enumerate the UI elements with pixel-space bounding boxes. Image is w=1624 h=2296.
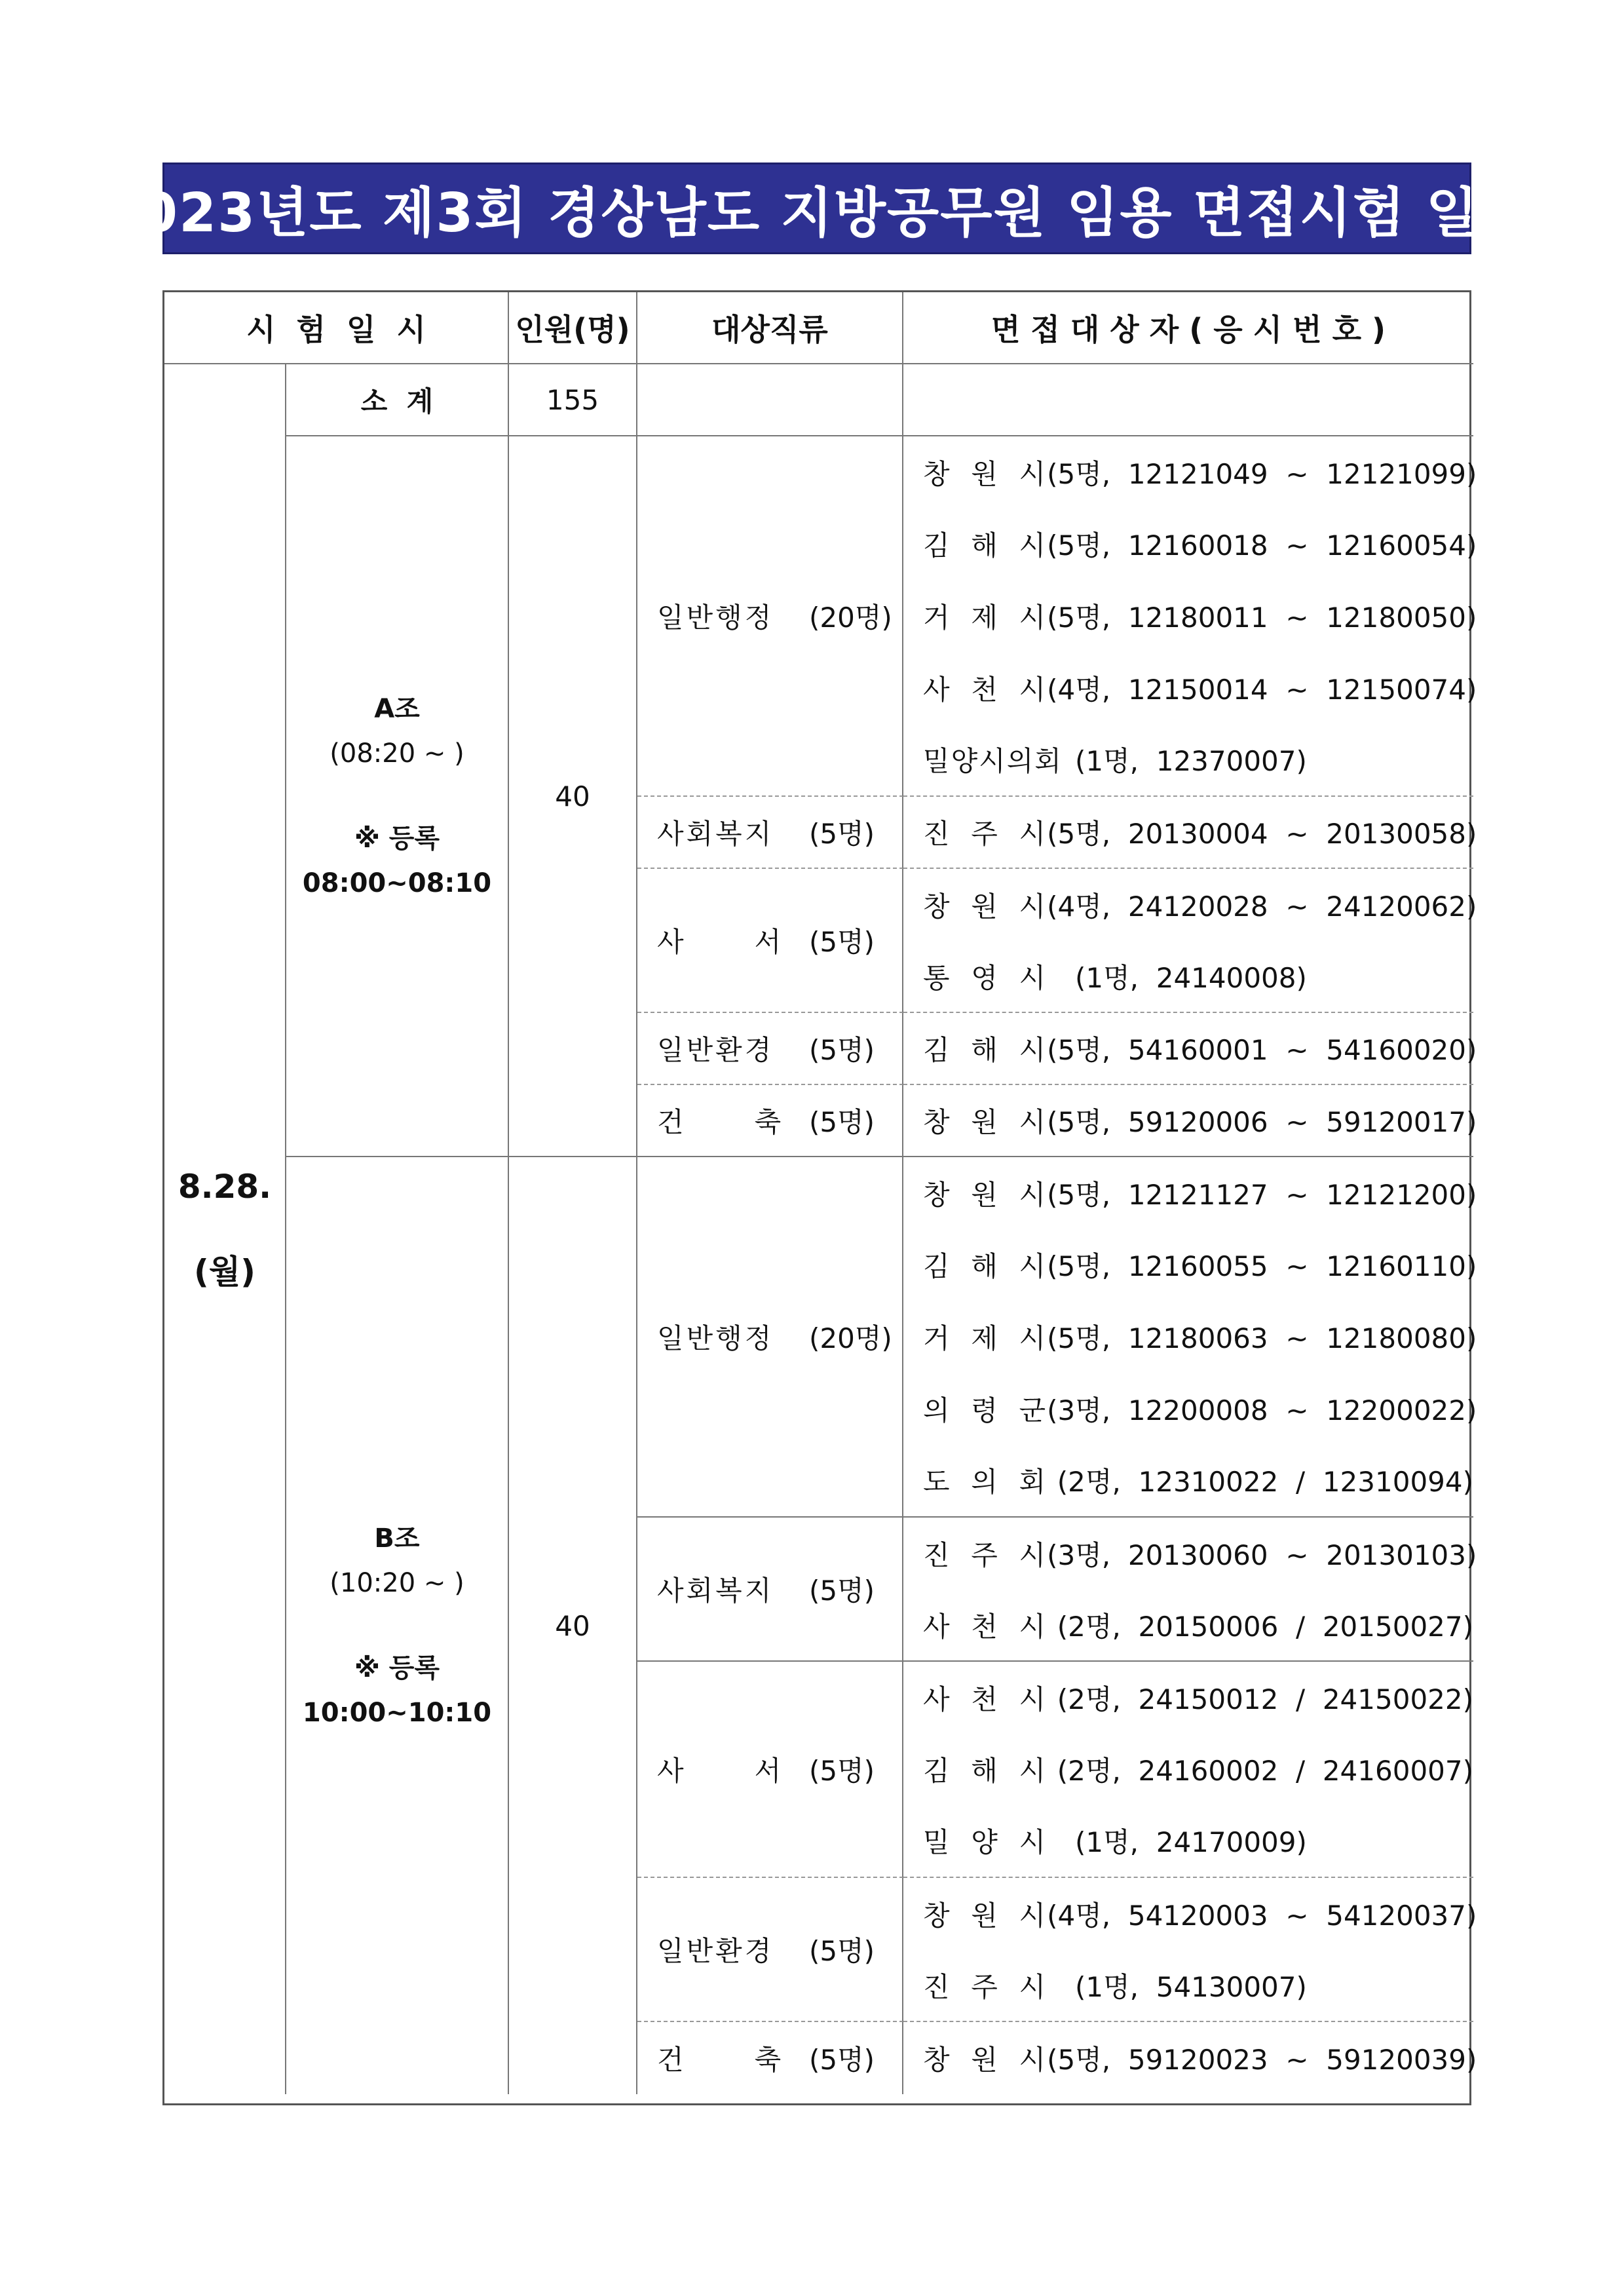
candidates-general-admin-b bbox=[903, 1157, 1477, 1518]
candidate-row bbox=[903, 1229, 1477, 1301]
candidate-location: 창 원 시 bbox=[923, 1899, 1048, 1932]
candidate-location: 진 주 시 bbox=[923, 1539, 1048, 1571]
job-librarian-a bbox=[637, 869, 903, 1013]
candidate-row bbox=[903, 1085, 1477, 1156]
header-job bbox=[637, 292, 903, 364]
group-b bbox=[286, 1157, 509, 2094]
group-a-reg-label: ※ 등록 bbox=[354, 824, 440, 854]
job-name: 일반행정 bbox=[657, 602, 774, 634]
candidate-row bbox=[903, 869, 1477, 940]
candidate-info: (5명, 12180063 ~ 12180080) bbox=[1047, 1322, 1477, 1354]
job-general-admin-b bbox=[637, 1157, 903, 1518]
candidate-row bbox=[903, 1301, 1477, 1373]
job-architecture-b bbox=[637, 2022, 903, 2094]
candidate-info: (5명, 12160055 ~ 12160110) bbox=[1047, 1250, 1477, 1283]
candidate-location: 진 주 시 bbox=[923, 1970, 1048, 2003]
candidate-row bbox=[903, 580, 1477, 652]
job-count: (5명) bbox=[809, 926, 875, 958]
candidate-info: (5명, 12180011 ~ 12180050) bbox=[1047, 601, 1477, 634]
candidate-location: 거 제 시 bbox=[923, 1322, 1048, 1354]
candidate-location: 의 령 군 bbox=[923, 1394, 1048, 1426]
candidate-row bbox=[903, 723, 1473, 795]
header-date bbox=[164, 292, 509, 364]
header-candidates bbox=[903, 292, 1473, 364]
group-a-reg-time: 08:00~08:10 bbox=[302, 868, 492, 898]
candidate-location: 창 원 시 bbox=[923, 890, 1048, 923]
candidate-info: (4명, 54120003 ~ 54120037) bbox=[1047, 1899, 1477, 1932]
subtotal-count: 155 bbox=[509, 364, 637, 436]
schedule-table bbox=[162, 290, 1477, 2105]
exam-date bbox=[164, 364, 286, 2094]
candidate-info: (1명, 12370007) bbox=[1075, 745, 1307, 778]
candidate-row bbox=[903, 1013, 1477, 1084]
job-environment-a bbox=[637, 1013, 903, 1085]
exam-day: 8.28. bbox=[178, 1168, 272, 1206]
header-count-label: 인원(명) bbox=[515, 312, 630, 347]
candidate-row bbox=[903, 1878, 1477, 1949]
candidate-location: 진 주 시 bbox=[923, 818, 1048, 850]
job-count: (20명) bbox=[809, 602, 892, 634]
job-name: 사회복지 bbox=[657, 1575, 774, 1607]
candidate-location: 창 원 시 bbox=[923, 1178, 1048, 1211]
candidate-info: (5명, 20130004 ~ 20130058) bbox=[1047, 818, 1477, 850]
job-name: 사 서 bbox=[657, 1755, 784, 1787]
candidate-info: (5명, 12160018 ~ 12160054) bbox=[1047, 529, 1477, 562]
candidate-info: (5명, 12121127 ~ 12121200) bbox=[1047, 1178, 1477, 1211]
candidate-location: 김 해 시 bbox=[923, 1250, 1048, 1283]
header-candidates-label: 면 접 대 상 자 ( 응 시 번 호 ) bbox=[991, 312, 1386, 347]
candidate-info: (4명, 12150014 ~ 12150074) bbox=[1047, 673, 1477, 706]
candidates-librarian-a bbox=[903, 869, 1477, 1013]
job-name: 일반환경 bbox=[657, 1935, 774, 1967]
job-social-welfare-b bbox=[637, 1518, 903, 1662]
job-name: 건 축 bbox=[657, 2044, 784, 2076]
job-name: 사회복지 bbox=[657, 818, 774, 850]
candidate-location: 창 원 시 bbox=[923, 1106, 1048, 1138]
candidate-info: (2명, 20150006 / 20150027) bbox=[1057, 1610, 1473, 1643]
group-a-count: 40 bbox=[509, 436, 637, 1157]
candidate-location: 사 천 시 bbox=[923, 1683, 1048, 1715]
candidate-location: 창 원 시 bbox=[923, 457, 1048, 490]
candidate-location: 사 천 시 bbox=[923, 1610, 1048, 1643]
header-job-label: 대상직류 bbox=[711, 312, 828, 347]
page-title: 2023년도 제3회 경상남도 지방공무원 임용 면접시험 일정 bbox=[101, 182, 1533, 244]
job-count: (5명) bbox=[809, 2044, 875, 2076]
candidate-info: (2명, 24160002 / 24160007) bbox=[1057, 1754, 1473, 1787]
job-count: (5명) bbox=[809, 1575, 875, 1607]
group-a-time: (08:20 ~ ) bbox=[330, 738, 464, 769]
subtotal-empty-candidates bbox=[903, 364, 1473, 436]
header-date-label: 시 험 일 시 bbox=[246, 312, 426, 347]
candidate-info: (5명, 59120006 ~ 59120017) bbox=[1047, 1106, 1477, 1138]
candidate-row bbox=[903, 1157, 1477, 1229]
job-count: (20명) bbox=[809, 1322, 892, 1354]
group-b-reg-time: 10:00~10:10 bbox=[302, 1698, 492, 1728]
candidate-location: 밀 양 시 bbox=[923, 1826, 1048, 1859]
job-name: 일반행정 bbox=[657, 1322, 774, 1354]
candidate-info: (5명, 12121049 ~ 12121099) bbox=[1047, 457, 1477, 490]
candidate-row bbox=[903, 797, 1477, 868]
candidate-info: (2명, 24150012 / 24150022) bbox=[1057, 1683, 1473, 1715]
job-architecture-a bbox=[637, 1085, 903, 1157]
job-name: 건 축 bbox=[657, 1106, 784, 1138]
candidate-row bbox=[903, 1805, 1473, 1877]
subtotal-label bbox=[286, 364, 509, 436]
job-count: (5명) bbox=[809, 1034, 875, 1066]
candidate-location: 김 해 시 bbox=[923, 529, 1048, 562]
candidates-social-welfare-a bbox=[903, 797, 1477, 869]
candidate-info: (1명, 54130007) bbox=[1075, 1970, 1307, 2003]
candidate-location: 김 해 시 bbox=[923, 1754, 1048, 1787]
candidate-row bbox=[903, 508, 1477, 581]
group-a bbox=[286, 436, 509, 1157]
candidate-location: 도 의 회 bbox=[923, 1466, 1048, 1499]
candidate-location: 김 해 시 bbox=[923, 1034, 1048, 1066]
job-count: (5명) bbox=[809, 1755, 875, 1787]
candidate-info: (3명, 20130060 ~ 20130103) bbox=[1047, 1539, 1477, 1571]
candidate-location: 밀양시의회 bbox=[923, 745, 1063, 778]
candidate-info: (1명, 24170009) bbox=[1075, 1826, 1307, 1859]
group-b-time: (10:20 ~ ) bbox=[330, 1568, 464, 1598]
candidate-info: (1명, 24140008) bbox=[1075, 961, 1307, 994]
job-name: 일반환경 bbox=[657, 1034, 774, 1066]
subtotal-label-text: 소 계 bbox=[360, 385, 434, 417]
candidates-architecture-a bbox=[903, 1085, 1477, 1157]
candidate-row bbox=[903, 1949, 1473, 2021]
header-count bbox=[509, 292, 637, 364]
candidate-row bbox=[903, 1373, 1477, 1445]
candidate-row bbox=[903, 1589, 1473, 1660]
job-general-admin-a bbox=[637, 436, 903, 797]
candidates-environment-a bbox=[903, 1013, 1477, 1085]
candidate-location: 사 천 시 bbox=[923, 673, 1048, 706]
candidates-librarian-b bbox=[903, 1662, 1473, 1878]
candidate-info: (2명, 12310022 / 12310094) bbox=[1057, 1466, 1473, 1499]
candidate-info: (5명, 59120023 ~ 59120039) bbox=[1047, 2044, 1477, 2076]
exam-weekday: (월) bbox=[193, 1253, 255, 1291]
candidates-environment-b bbox=[903, 1878, 1477, 2022]
candidate-row bbox=[903, 436, 1477, 508]
job-count: (5명) bbox=[809, 1106, 875, 1138]
job-name: 사 서 bbox=[657, 926, 784, 958]
candidate-info: (3명, 12200008 ~ 12200022) bbox=[1047, 1394, 1477, 1426]
job-environment-b bbox=[637, 1878, 903, 2022]
job-count: (5명) bbox=[809, 1935, 875, 1967]
candidate-row bbox=[903, 1662, 1473, 1733]
candidate-row bbox=[903, 1444, 1473, 1516]
candidate-location: 창 원 시 bbox=[923, 2044, 1048, 2076]
candidate-location: 통 영 시 bbox=[923, 961, 1048, 994]
candidate-location: 거 제 시 bbox=[923, 601, 1048, 634]
candidate-info: (4명, 24120028 ~ 24120062) bbox=[1047, 890, 1477, 923]
candidates-social-welfare-b bbox=[903, 1518, 1477, 1662]
group-a-name: A조 bbox=[374, 694, 420, 724]
candidate-row bbox=[903, 940, 1473, 1012]
candidate-row bbox=[903, 652, 1477, 724]
group-b-name: B조 bbox=[374, 1523, 420, 1554]
candidate-row bbox=[903, 2022, 1477, 2094]
candidate-row bbox=[903, 1518, 1477, 1589]
candidates-architecture-b bbox=[903, 2022, 1477, 2094]
group-b-reg-label: ※ 등록 bbox=[354, 1653, 440, 1683]
candidate-row bbox=[903, 1733, 1473, 1805]
page-title-banner bbox=[101, 163, 1533, 254]
job-librarian-b bbox=[637, 1662, 903, 1878]
group-b-count: 40 bbox=[509, 1157, 637, 2094]
job-count: (5명) bbox=[809, 818, 875, 850]
subtotal-empty-job bbox=[637, 364, 903, 436]
candidates-general-admin-a bbox=[903, 436, 1477, 797]
candidate-info: (5명, 54160001 ~ 54160020) bbox=[1047, 1034, 1477, 1066]
job-social-welfare-a bbox=[637, 797, 903, 869]
